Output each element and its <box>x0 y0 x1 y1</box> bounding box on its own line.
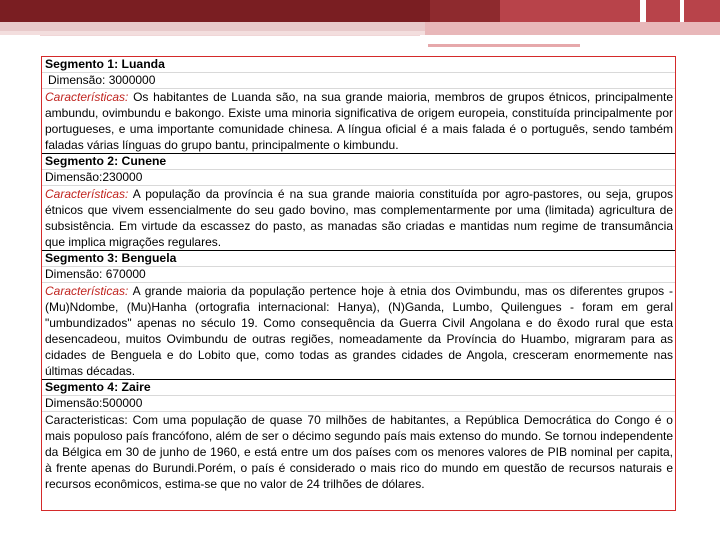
segment-dimension: Dimensão: 670000 <box>42 267 675 283</box>
segment-zaire <box>42 379 675 492</box>
segments-table <box>41 56 676 511</box>
header-stripe-gap <box>640 0 646 22</box>
segment-dimension: Dimensão:500000 <box>42 396 675 412</box>
characteristics-label: Características: <box>45 284 129 298</box>
segment-title: Segmento 2: Cunene <box>42 154 675 170</box>
segment-description <box>42 283 675 379</box>
segment-title: Segmento 1: Luanda <box>42 57 675 73</box>
segment-cunene <box>42 153 675 250</box>
header-thin-line <box>428 44 580 47</box>
segment-luanda <box>42 57 675 153</box>
segment-description <box>42 89 675 153</box>
characteristics-label: Características: <box>45 187 129 201</box>
header-faint-line <box>40 35 420 36</box>
segment-dimension: Dimensão:230000 <box>42 170 675 186</box>
header-white-line <box>428 38 668 42</box>
header-pale-block <box>425 22 720 35</box>
characteristics-text: Com uma população de quase 70 milhões de habitantes, a República Democrática do Congo é o mais populoso país francófono, além de ser o décimo segundo país mais extenso do mundo. Se tornou independente da Bélgica em 30 de junho de 1960, e está entre um dos países com os menores valores de PIB nominal per capita, à frente apenas do Burundi.Porém, o país é considerado o mais rico do mundo em questão de recursos naturais e recursos econômicos, estima-se que no valor de 24 trilhões de dólares. <box>45 413 673 491</box>
header-stripe-gap-2 <box>680 0 684 22</box>
characteristics-text: A população da província é na sua grande maioria constituída por agro-pastores, ou seja, grupos étnicos que vivem essencialmente do seu gado bovino, mas complementarmente por uma (limitada) agricultura de subsistência. Em virtude da escassez do pasto, as manadas são criadas e mantidas num regime de transumância que implica migrações regulares. <box>45 187 674 249</box>
header-stripe-2 <box>500 0 720 22</box>
characteristics-label: Caracteristicas: <box>45 413 128 427</box>
segment-benguela <box>42 250 675 379</box>
segment-title: Segmento 4: Zaire <box>42 380 675 396</box>
segment-description <box>42 412 675 492</box>
segment-description <box>42 186 675 250</box>
characteristics-text: A grande maioria da população pertence hoje à etnia dos Ovimbundu, mas os diferentes grupos - (Mu)Ndombe, (Mu)Hanha (ortografia internacional: Hanya), (N)Ganda, Lumbo, Quilengues - foram em geral "umbundizados" apenas no século 19. Como consequência da Guerra Civil Angolana e do êxodo rural que esta desencadeou, muitos Ovimbundu de outras regiões, nomeadamente da Província do Huambo, migraram para as cidades de Benguela e do Lobito que, como todas as grandes cidades de Angola, cresceram enormemente nas últimas décadas. <box>45 284 674 378</box>
segment-title: Segmento 3: Benguela <box>42 251 675 267</box>
characteristics-label: Características: <box>45 90 129 104</box>
characteristics-text: Os habitantes de Luanda são, na sua grande maioria, membros de grupos étnicos, principalmente ambundu, ovimbundu e bakongo. Existe uma minoria significativa de origem europeia, constituída principalmente por portugueses, e uma importante comunidade chinesa. A língua oficial é a mais falada é o português, sendo também faladas várias línguas do grupo bantu, principalmente o kimbundu. <box>45 90 674 152</box>
segment-dimension: Dimensão: 3000000 <box>42 73 675 89</box>
